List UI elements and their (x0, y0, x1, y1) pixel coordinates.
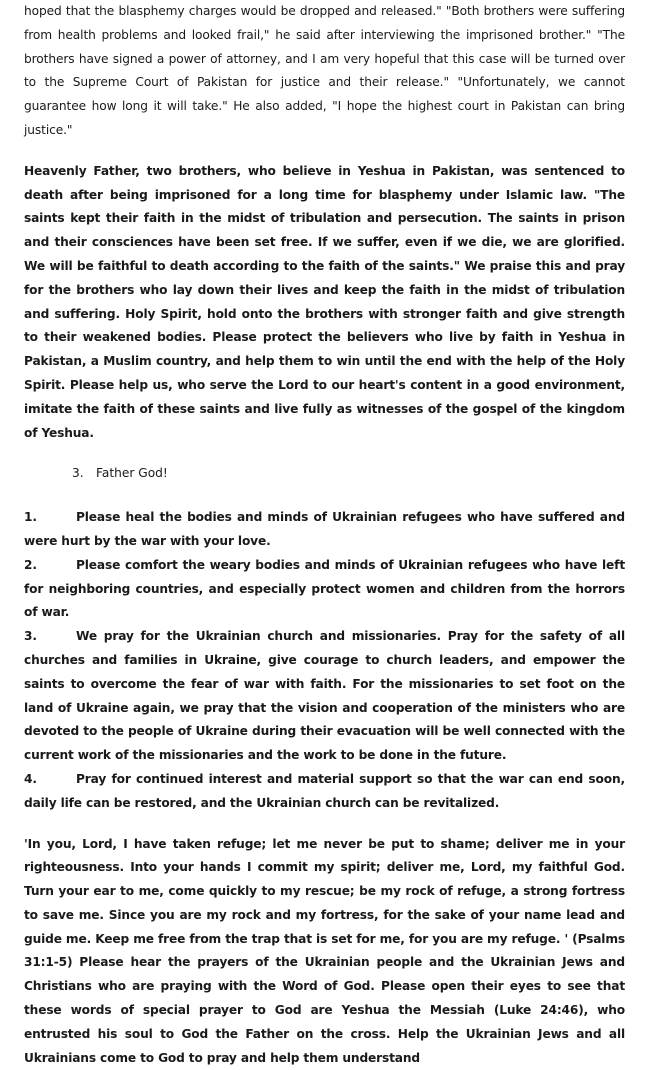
list-item (24, 506, 625, 554)
paragraph-prayer-pakistan: Heavenly Father, two brothers, who believe in Yeshua in Pakistan, was sentenced to death after being imprisoned for a long time for blasphemy under Islamic law. "The saints kept their faith in the midst of tribulation and persecution. The saints in prison and their consciences have been set free. If we suffer, even if we die, we are glorified. We will be faithful to death according to the faith of the saints." We praise this and pray for the brothers who lay down their lives and keep the faith in the midst of tribulation and suffering. Holy Spirit, hold onto the brothers with stronger faith and give strength to their weakened bodies. Please protect the believers who live by faith in Yeshua in Pakistan, a Muslim country, and help them to win until the end with the help of the Holy Spirit. Please help us, who serve the Lord to our heart's content in a good environment, imitate the faith of these saints and live fully as witnesses of the gospel of the kingdom of Yeshua. (24, 160, 625, 446)
list-item-text: Please comfort the weary bodies and minds of Ukrainian refugees who have left for neighboring countries, and especially protect women and children from the horrors of war. (24, 558, 625, 620)
section-title: Father God! (96, 466, 168, 480)
spacer (24, 816, 625, 833)
list-item-number: 3. (24, 625, 76, 649)
spacer (24, 143, 625, 160)
list-item (24, 768, 625, 816)
spacer (24, 445, 625, 462)
list-item-text: Please heal the bodies and minds of Ukrainian refugees who have suffered and were hurt by the war with your love. (24, 510, 625, 548)
list-item-text: We pray for the Ukrainian church and missionaries. Pray for the safety of all churches and families in Ukraine, give courage to church leaders, and empower the saints to overcome the fear of war with faith. For the missionaries to set foot on the land of Ukraine again, we pray that the vision and cooperation of the ministers who are devoted to the people of Ukraine during their evacuation will be well connected with the current work of the missionaries and the work to be done in the future. (24, 629, 625, 762)
spacer (24, 486, 625, 506)
list-item-text: Pray for continued interest and material support so that the war can end soon, daily life can be restored, and the Ukrainian church can be revitalized. (24, 772, 625, 810)
section-heading-father-god (24, 462, 625, 486)
list-item-number: 2. (24, 554, 76, 578)
list-item (24, 554, 625, 625)
list-item (24, 625, 625, 768)
section-number: 3. (72, 462, 96, 486)
document-page (24, 0, 625, 1070)
list-item-number: 1. (24, 506, 76, 530)
list-item-number: 4. (24, 768, 76, 792)
paragraph-psalm-prayer: 'In you, Lord, I have taken refuge; let me never be put to shame; deliver me in your righteousness. Into your hands I commit my spirit; deliver me, Lord, my faithful God. Turn your ear to me, come quickly to my rescue; be my rock of refuge, a strong fortress to save me. Since you are my rock and my fortress, for the sake of your name lead and guide me. Keep me free from the trap that is set for me, for you are my refuge. ' (Psalms 31:1-5) Please hear the prayers of the Ukrainian people and the Ukrainian Jews and Christians who are praying with the Word of God. Please open their eyes to see that these words of special prayer to God are Yeshua the Messiah (Luke 24:46), who entrusted his soul to God the Father on the cross. Help the Ukrainian Jews and all Ukrainians come to God to pray and help them understand (24, 833, 625, 1070)
paragraph-pakistan-report: hoped that the blasphemy charges would be dropped and released." "Both brothers were suffering from health problems and looked frail," he said after interviewing the imprisoned brother." "The brothers have signed a power of attorney, and I am very hopeful that this case will be turned over to the Supreme Court of Pakistan for justice and their release." "Unfortunately, we cannot guarantee how long it will take." He also added, "I hope the highest court in Pakistan can bring justice." (24, 0, 625, 143)
